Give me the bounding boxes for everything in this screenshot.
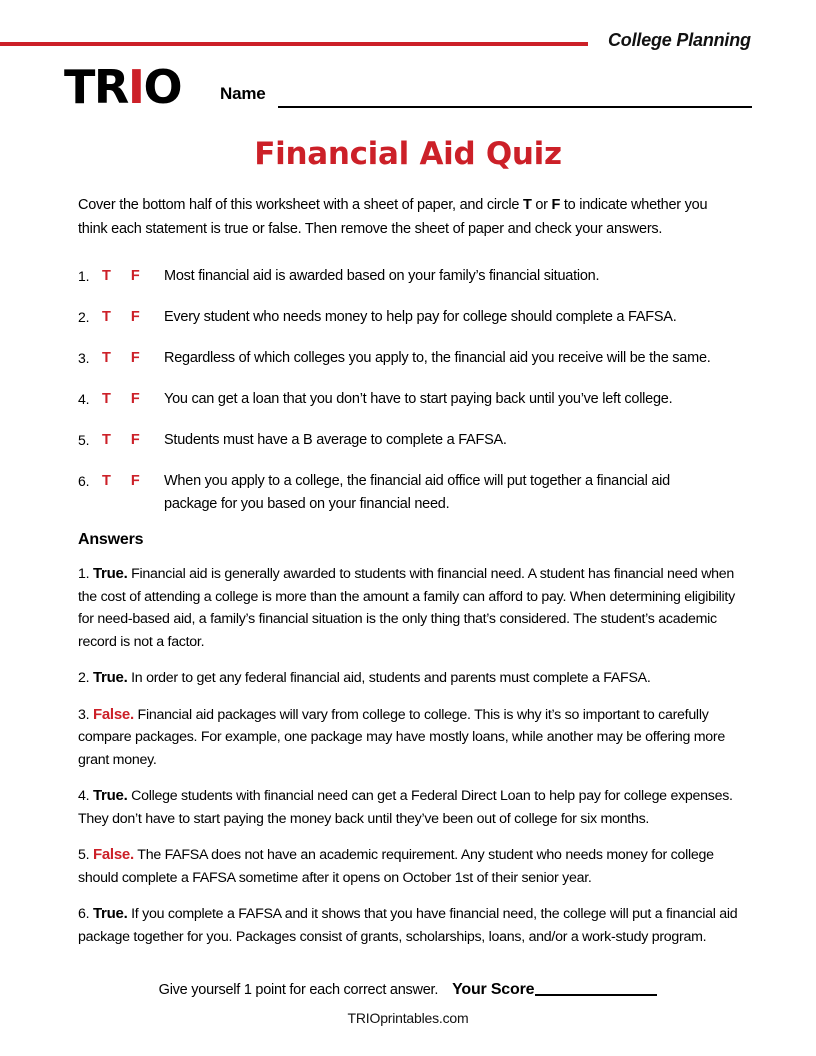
true-false-choices — [102, 429, 164, 451]
instructions-paragraph — [78, 193, 740, 241]
answer-item — [78, 667, 744, 690]
questions-list — [78, 265, 758, 534]
answer-text: The FAFSA does not have an academic requirement. Any student who needs money for college should complete a FAFSA sometime after it opens on October 1st of their senior year. — [78, 847, 714, 886]
question-number: 6. — [78, 473, 90, 489]
page-title: Financial Aid Quiz — [254, 136, 562, 172]
choice-true[interactable]: T — [102, 309, 111, 325]
choice-true[interactable]: T — [102, 350, 111, 366]
trio-logo-suffix: O — [143, 60, 182, 114]
trio-logo-prefix: TR — [64, 60, 128, 114]
choice-true[interactable]: T — [102, 391, 111, 407]
instructions-false-mark: F — [551, 197, 561, 213]
choice-false[interactable]: F — [130, 432, 140, 448]
score-row — [0, 979, 816, 999]
answer-text: Financial aid packages will vary from college to college. This is why it’s so important to carefully compare packages. For example, one package may have mostly loans, while another may be offering more grant money. — [78, 706, 725, 768]
answer-text: College students with financial need can get a Federal Direct Loan to help pay for college expenses. They don’t have to start paying the money back until they’ve been out of college for six months. — [78, 788, 733, 827]
choice-true[interactable]: T — [102, 268, 111, 284]
header-kicker: College Planning — [608, 30, 751, 50]
score-input-blank[interactable] — [535, 979, 657, 996]
answer-item — [78, 785, 744, 830]
score-label: Your Score — [452, 981, 535, 998]
header-accent-rule — [0, 42, 588, 46]
brand-row — [0, 60, 816, 114]
instructions-part-2: to indicate whether you think each statement is true or false. Then remove the sheet of paper and check your answers. — [78, 197, 708, 237]
answer-verdict: True. — [92, 565, 128, 582]
question-number: 1. — [78, 268, 90, 284]
name-label: Name — [220, 84, 266, 103]
page-header — [0, 30, 816, 60]
choice-false[interactable]: F — [130, 350, 140, 366]
answer-text: In order to get any federal financial aid, students and parents must complete a FAFSA. — [131, 670, 651, 686]
answer-verdict: True. — [92, 669, 128, 686]
score-instructions: Give yourself 1 point for each correct answer. — [158, 982, 439, 998]
instructions-true-mark: T — [522, 197, 532, 213]
answer-verdict: True. — [92, 905, 128, 922]
question-text: You can get a loan that you don’t have to start paying back until you’ve left college. — [164, 391, 673, 407]
trio-logo — [64, 60, 182, 114]
true-false-choices — [102, 388, 164, 410]
question-number: 3. — [78, 350, 90, 366]
question-row — [78, 470, 758, 516]
question-text: Every student who needs money to help pay for college should complete a FAFSA. — [164, 309, 677, 325]
question-text: Students must have a B average to complete a FAFSA. — [164, 432, 507, 448]
answer-item — [78, 844, 744, 889]
answer-number: 3. — [78, 706, 90, 723]
site-credit: TRIOprintables.com — [347, 1010, 469, 1026]
answer-number: 5. — [78, 847, 90, 863]
question-number: 5. — [78, 432, 90, 448]
answer-text: If you complete a FAFSA and it shows that you have financial need, the college will put a financial aid package together for you. Packages consist of grants, scholarships, loans, and/or a work-study program. — [78, 906, 738, 945]
question-row — [78, 429, 758, 452]
answer-item — [78, 704, 744, 772]
answer-verdict: False. — [92, 846, 134, 863]
answer-number: 6. — [78, 906, 90, 922]
question-row — [78, 347, 758, 370]
question-text: When you apply to a college, the financial aid office will put together a financial aid package for you based on your financial need. — [164, 473, 670, 512]
question-number: 4. — [78, 391, 90, 407]
question-row — [78, 388, 758, 411]
choice-false[interactable]: F — [130, 309, 140, 325]
true-false-choices — [102, 470, 164, 492]
question-text: Most financial aid is awarded based on your family’s financial situation. — [164, 268, 600, 284]
instructions-conjunction: or — [531, 197, 552, 213]
answer-number: 2. — [78, 670, 90, 686]
choice-false[interactable]: F — [130, 268, 140, 284]
answers-list — [78, 563, 744, 962]
question-row — [78, 265, 758, 288]
true-false-choices — [102, 347, 164, 369]
choice-true[interactable]: T — [102, 473, 111, 489]
answer-number: 1. — [78, 566, 90, 582]
true-false-choices — [102, 306, 164, 328]
answer-text: Financial aid is generally awarded to students with financial need. A student has financial need when the cost of attending a college is more than the amount a family can afford to pay. When determining eligibility for need-based aid, a family’s financial situation is the only thing that’s considered. The student’s academic record is not a factor. — [78, 566, 735, 650]
answers-heading: Answers — [78, 531, 144, 548]
choice-true[interactable]: T — [102, 432, 111, 448]
answer-verdict: True. — [92, 787, 128, 804]
choice-false[interactable]: F — [130, 391, 140, 407]
trio-logo-accent-letter: I — [127, 60, 144, 114]
question-row — [78, 306, 758, 329]
true-false-choices — [102, 265, 164, 287]
answer-item — [78, 903, 744, 948]
name-input-line[interactable] — [278, 106, 752, 108]
answer-item — [78, 563, 744, 653]
answer-number: 4. — [78, 788, 90, 804]
question-number: 2. — [78, 309, 90, 325]
choice-false[interactable]: F — [130, 473, 140, 489]
answer-verdict: False. — [92, 705, 134, 723]
question-text: Regardless of which colleges you apply to, the financial aid you receive will be the same. — [164, 350, 711, 366]
instructions-part-1: Cover the bottom half of this worksheet with a sheet of paper, and circle — [78, 197, 523, 213]
